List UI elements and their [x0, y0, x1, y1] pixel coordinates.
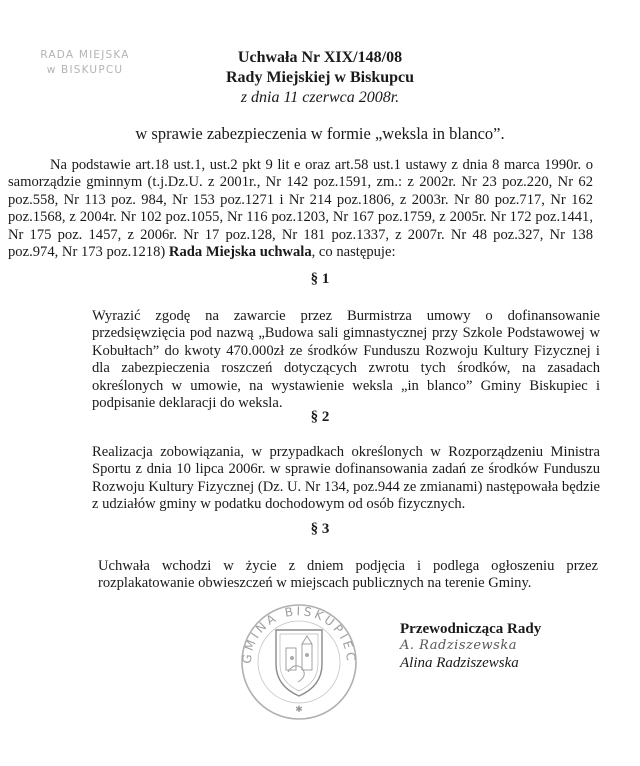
- handwritten-signature: A. Radziszewska: [400, 638, 517, 653]
- signatory-name: Alina Radziszewska: [400, 655, 519, 671]
- section-3-heading: § 3: [310, 521, 330, 537]
- section-3-text: Uchwała wchodzi w życie z dniem podjęcia i podlega ogłoszeniu przez rozplakatowanie obwieszczeń w miejscach publicznych na terenie Gminy.: [98, 558, 598, 592]
- coat-of-arms-icon: [276, 630, 322, 696]
- resolution-title: Uchwała Nr XIX/148/08: [237, 49, 403, 66]
- resolution-subject: w sprawie zabezpieczenia w formie „weksla in blanco”.: [135, 124, 505, 143]
- signatory-role: Przewodnicząca Rady: [400, 621, 542, 637]
- stamp-line-1: RADA MIEJSKA: [40, 49, 130, 61]
- resolution-date: z dnia 11 czerwca 2008r.: [240, 89, 400, 106]
- legal-basis-paragraph: [8, 157, 593, 261]
- section-2-heading: § 2: [310, 409, 330, 425]
- section-1-text: Wyrazić zgodę na zawarcie przez Burmistrza umowy o dofinansowanie przedsięwzięcia pod nazwą „Budowa sali gimnastycznej przy Szkole Podstawowej w Kobułtach” do kwoty 470.000zł ze środków Funduszu Rozwoju Kultury Fizycznej i dla zabezpieczenia roszczeń dotyczących zwrotu tych środków, na zasadach określonych w umowie, na wystawienie weksla „in blanco” Gminy Biskupiec i podpisanie deklaracji do weksla.: [92, 308, 600, 412]
- stamp-line-2: w BISKUPCU: [46, 64, 124, 76]
- seal-star-icon: ✱: [295, 704, 303, 714]
- legal-basis-tail: , co następuje:: [311, 244, 396, 261]
- signature-block: [400, 620, 541, 672]
- legal-basis-text: Na podstawie art.18 ust.1, ust.2 pkt 9 lit e oraz art.58 ust.1 ustawy z dnia 8 marca 1990r. o samorządzie gminnym (t.j.Dz.U. z 2001r., Nr 142 poz.1591, zm.: z 2002r. Nr 23 poz.220, Nr 62 poz.558, Nr 113 poz. 984, Nr 153 poz.1271 i Nr 214 poz.1806, z 2003r. Nr 80 poz.717, Nr 162 poz.1568, z 2004r. Nr 102 poz.1055, Nr 116 poz.1203, Nr 167 poz.1759, z 2005r. Nr 172 poz.1441, Nr 175 poz. 1457, z 2006r. Nr 17 poz.128, Nr 181 poz.1337, z 2007r. Nr 48 poz.327, Nr 138 poz.974, Nr 173 poz.1218): [8, 157, 593, 261]
- seal-graphic: [236, 602, 362, 722]
- section-2-text: Realizacja zobowiązania, w przypadkach określonych w Rozporządzeniu Ministra Sportu z dnia 10 lipca 2006r. w sprawie dofinansowania zadań ze środków Funduszu Rozwoju Kultury Fizycznej (Dz. U. Nr 134, poz.944 ze zmianami) następowała będzie z udziałów gminy w podatku dochodowym od osób fizycznych.: [92, 444, 600, 513]
- document-header: [0, 48, 640, 108]
- council-resolves-text: Rada Miejska uchwala: [168, 244, 312, 261]
- municipality-seal: [236, 602, 362, 722]
- section-1-heading: § 1: [310, 271, 330, 287]
- seal-text: GMINA BISKUPIEC: [239, 604, 359, 665]
- resolution-issuer: Rady Miejskiej w Biskupcu: [225, 69, 415, 86]
